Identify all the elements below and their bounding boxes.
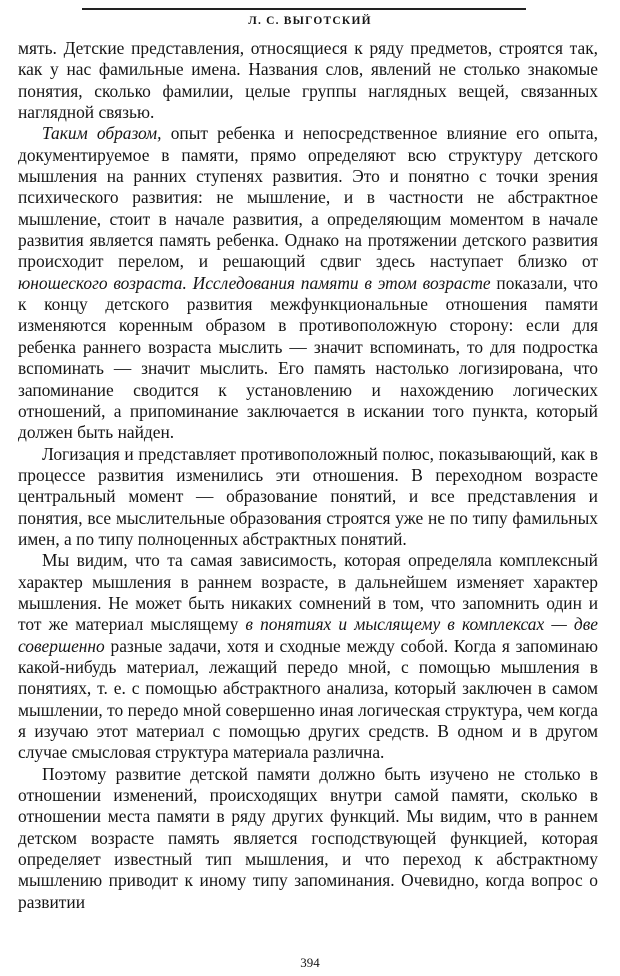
text-run: Мы видим, что та самая зависимость, которая определяла комплексный характер мышления в раннем возрасте, в дальнейшем изменяет характер мышления. Не может быть никаких сомнений в том, что запомнить один и тот же материал мыслящему xyxy=(18,550,598,635)
paragraph xyxy=(18,550,598,763)
paragraph xyxy=(18,764,598,913)
italic-text-run: Таким образом, xyxy=(42,123,162,144)
paragraph xyxy=(18,38,598,123)
text-run: Поэтому развитие детской памяти должно быть изучено не столько в отношении изменений, происходящих внутри самой памяти, сколько в отношении места памяти в ряду других функций. Мы видим, что в раннем детском возрасте память является господствующей функцией, которая определяет известный тип мышления, и что переход к абстрактному мышлению приводит к иному типу запоминания. Очевидно, когда вопрос о развитии xyxy=(18,763,598,912)
paragraph xyxy=(18,123,598,443)
paragraph xyxy=(18,444,598,551)
page-number: 394 xyxy=(300,955,320,970)
italic-text-run: в понятиях и мыслящему в комплексах — две совершенно xyxy=(18,614,598,656)
text-run: разные задачи, хотя и сходные между собой. Когда я запоминаю какой-нибудь материал, лежащий передо мной, с помощью мышления в понятиях, т. е. с помощью абстрактного анализа, который заключен в самом мышлении, то передо мной совершенно иная логическая структура, чем когда я изучаю этот материал с помощью других средств. В одном и в другом случае смысловая структура материала различна. xyxy=(18,635,598,763)
text-run: опыт ребенка и непосредственное влияние его опыта, документируемое в памяти, прямо определяют всю структуру детского мышления на ранних ступенях развития. Это и понятно с точки зрения психического развития: не мышление, и в частности не абстрактное мышление, стоит в начале развития, а определяющим моментом в начале развития является память ребенка. Однако на протяжении детского развития происходит перелом, и решающий сдвиг здесь наступает близко от xyxy=(18,123,598,272)
running-head: Л. С. ВЫГОТСКИЙ xyxy=(248,15,372,27)
body-text xyxy=(18,38,598,913)
text-run: мять. Детские представления, относящиеся к ряду предметов, строятся так, как у нас фамильные имена. Названия слов, явлений не столько знакомые понятия, сколько фамилии, целые группы наглядных вещей, связанных наглядной связью. xyxy=(18,38,598,123)
text-run: Логизация и представляет противоположный полюс, показывающий, как в процессе развития изменились эти отношения. В переходном возрасте центральный момент — образование понятий, и все представления и понятия, все мыслительные образования строятся уже не по типу фамильных имен, а по типу полноценных абстрактных понятий. xyxy=(18,443,598,549)
header-rule xyxy=(82,8,526,10)
text-run: показали, что к концу детского развития межфункциональные отношения памяти изменяются коренным образом в противоположную сторону: если для ребенка раннего возраста мыслить — значит вспоминать, то для подростка вспоминать — значит мыслить. Его память настолько логизирована, что запоминание сводится к установлению и нахождению логических отношений, а припоминание заключается в искании того пункта, который должен быть найден. xyxy=(18,272,598,443)
italic-text-run: юношеского возраста. Исследования памяти в этом возрасте xyxy=(18,272,491,293)
